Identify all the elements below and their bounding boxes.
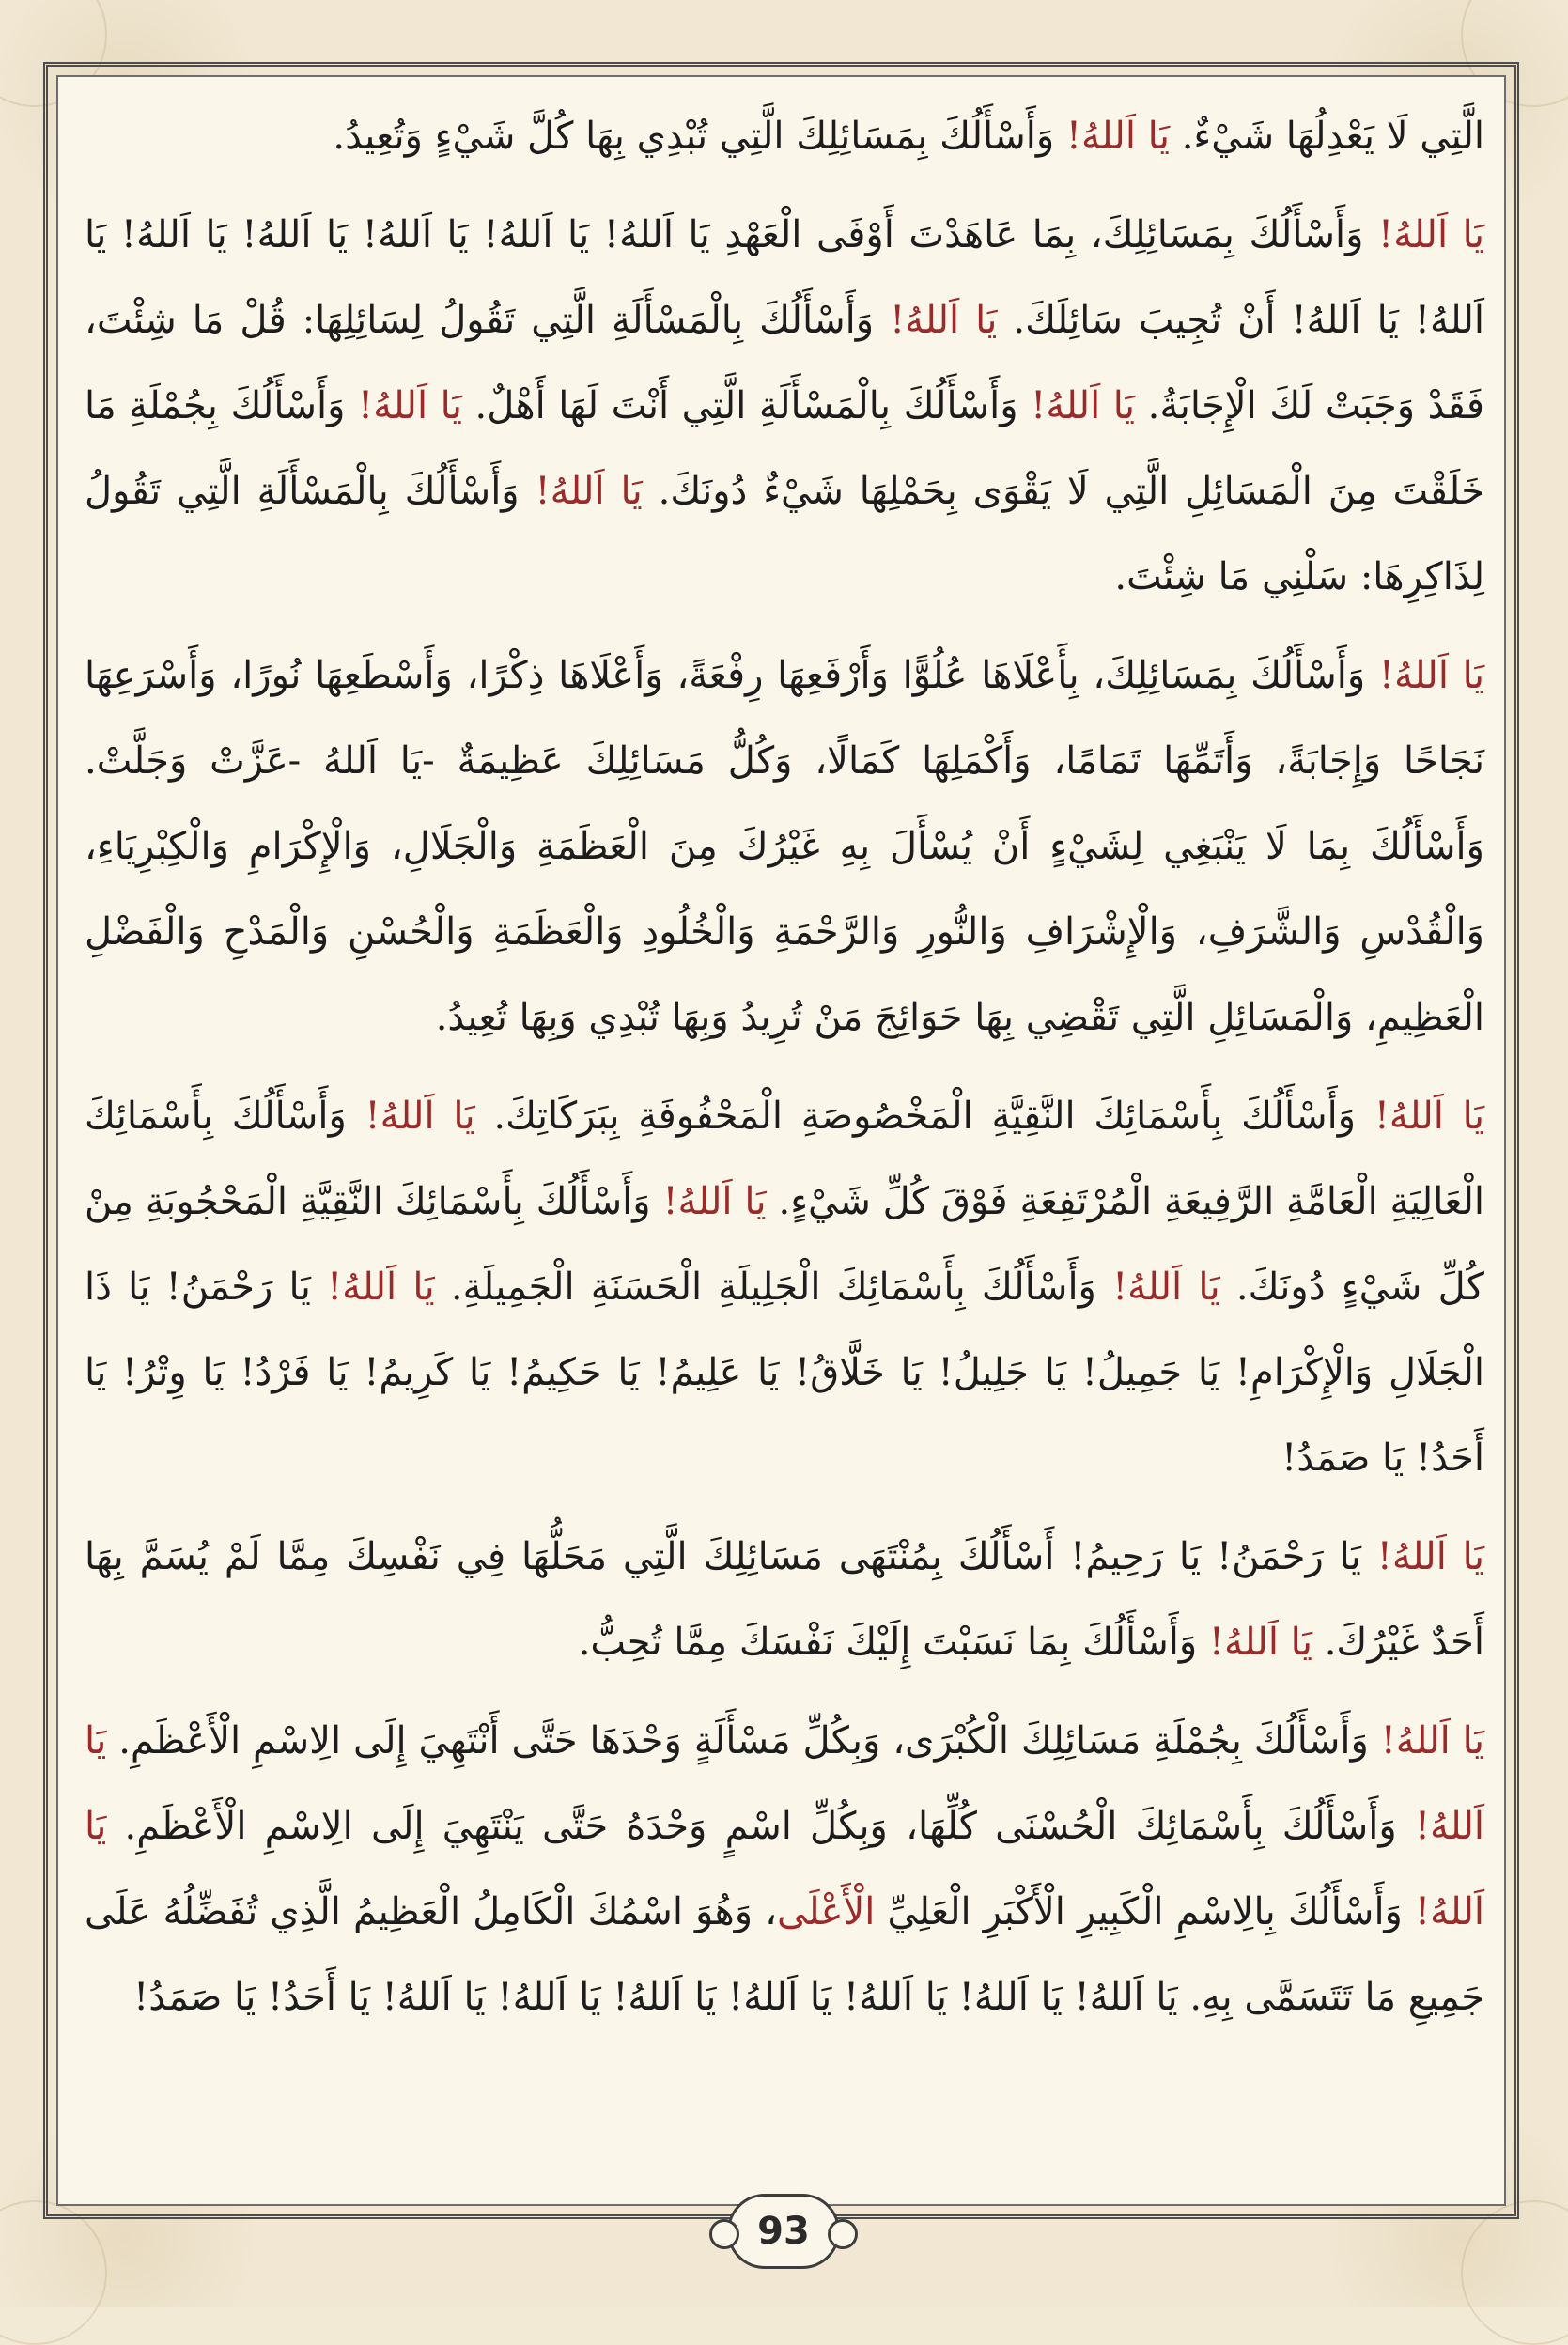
document-body [85,94,1484,2161]
invocation-text: يَا اَللهُ! [1031,384,1136,427]
invocation-text: يَا اَللهُ! [1376,1535,1484,1578]
paragraph [85,1514,1484,1685]
invocation-text: يَا اَللهُ! [662,1180,767,1223]
invocation-text: يَا اَللهُ! [365,1095,475,1138]
invocation-text: يَا اَللهُ! [1374,1095,1484,1138]
body-text: ، وَهُوَ اسْمُكَ الْكَامِلُ الْعَظِيمُ الَّذِي تُفَضِّلُهُ عَلَى جَمِيعِ مَا تَتَسَمَّى بِهِ. يَا اَللهُ! يَا اَللهُ! يَا اَللهُ! يَا اَللهُ! يَا اَللهُ! يَا اَللهُ! يَا اَللهُ! يَا أَحَدُ! يَا صَمَدُ! [85,1890,1484,2019]
body-text: وَأَسْأَلُكَ بِمَسَائِلِكَ، بِأَعْلَاهَا عُلُوًّا وَأَرْفَعِهَا رِفْعَةً، وَأَعْلَاهَا ذِكْرًا، وَأَسْطَعِهَا نُورًا، وَأَسْرَعِهَا نَجَاحًا وَإِجَابَةً، وَأَتَمِّهَا تَمَامًا، وَأَكْمَلِهَا كَمَالًا، وَكُلُّ مَسَائِلِكَ عَظِيمَةٌ -يَا اَللهُ -عَزَّتْ وَجَلَّتْ. وَأَسْأَلُكَ بِمَا لَا يَنْبَغِي لِشَيْءٍ أَنْ يُسْأَلَ بِهِ غَيْرُكَ مِنَ الْعَظَمَةِ وَالْجَلَالِ، وَالْإِكْرَامِ وَالْكِبْرِيَاءِ، وَالْقُدْسِ وَالشَّرَفِ، وَالْإِشْرَافِ وَالنُّورِ وَالرَّحْمَةِ وَالْخُلُودِ وَالْعَظَمَةِ وَالْحُسْنِ وَالْمَدْحِ وَالْفَضْلِ الْعَظِيمِ، وَالْمَسَائِلِ الَّتِي تَقْضِي بِهَا حَوَائِجَ مَنْ تُرِيدُ وَبِهَا تُبْدِي وَبِهَا تُعِيدُ. [85,654,1484,1039]
invocation-text: يَا اَللهُ! [358,384,462,427]
paragraph [85,633,1484,1061]
paragraph [85,94,1484,179]
invocation-text: يَا اَللهُ! [535,470,643,513]
body-text: وَأَسْأَلُكَ بِالْمَسْأَلَةِ الَّتِي تَقُولُ لِسَائِلِهَا: قُلْ مَا شِئْتَ، فَقَدْ وَجَبَتْ لَكَ الْإِجَابَةُ. [85,299,1484,427]
body-text: وَأَسْأَلُكَ بِأَسْمَائِكَ النَّقِيَّةِ الْمَخْصُوصَةِ الْمَحْفُوفَةِ بِبَرَكَاتِكَ. [474,1095,1374,1138]
invocation-text: يَا اَللهُ! [85,1805,1484,1933]
body-text: وَأَسْأَلُكَ بِمَسَائِلِكَ، بِمَا عَاهَدْتَ أَوْفَى الْعَهْدِ يَا اَللهُ! يَا اَللهُ! يَا اَللهُ! يَا اَللهُ! يَا اَللهُ! يَا اَللهُ! يَا اَللهُ! أَنْ تُجِيبَ سَائِلَكَ. [85,213,1484,342]
invocation-text: يَا اَللهُ! [890,299,998,342]
invocation-text: يَا اَللهُ! [1378,654,1484,697]
body-text: الَّتِي لَا يَعْدِلُهَا شَيْءٌ. [1170,115,1484,158]
invocation-text: يَا اَللهُ! [327,1266,435,1309]
body-text: وَأَسْأَلُكَ بِالِاسْمِ الْكَبِيرِ الْأَكْبَرِ الْعَلِيِّ [875,1890,1415,1933]
invocation-text: الْأَعْلَى [777,1890,876,1933]
invocation-text: يَا اَللهُ! [1065,115,1170,158]
invocation-text: يَا اَللهُ! [85,1719,1484,1848]
body-text: وَأَسْأَلُكَ بِمَسَائِلِكَ الَّتِي تُبْدِي بِهَا كُلَّ شَيْءٍ وَتُعِيدُ. [333,115,1066,158]
body-text: وَأَسْأَلُكَ بِجُمْلَةِ مَا خَلَقْتَ مِنَ الْمَسَائِلِ الَّتِي لَا يَقْوَى بِحَمْلِهَا شَيْءٌ دُونَكَ. [85,384,1484,513]
body-text: وَأَسْأَلُكَ بِالْمَسْأَلَةِ الَّتِي أَنْتَ لَهَا أَهْلٌ. [461,384,1032,427]
page-number: 93 [727,2194,840,2269]
body-text: وَأَسْأَلُكَ بِجُمْلَةِ مَسَائِلِكَ الْكُبْرَى، وَبِكُلِّ مَسْأَلَةٍ وَحْدَهَا حَتَّى أَنْتَهِيَ إِلَى الِاسْمِ الْأَعْظَمِ. [106,1719,1381,1763]
invocation-text: يَا اَللهُ! [1378,213,1484,256]
paragraph [85,1699,1484,2041]
body-text: يَا رَحْمَنُ! يَا رَحِيمُ! أَسْأَلُكَ بِمُنْتَهَى مَسَائِلِكَ الَّتِي مَحَلُّهَا فِي نَفْسِكَ مِمَّا لَمْ يُسَمَّ بِهَا أَحَدٌ غَيْرُكَ. [85,1535,1484,1664]
invocation-text: يَا اَللهُ! [1208,1621,1312,1664]
body-text: وَأَسْأَلُكَ بِأَسْمَائِكَ الْحُسْنَى كُلِّهَا، وَبِكُلِّ اسْمٍ وَحْدَهُ حَتَّى يَنْتَهِيَ إِلَى الِاسْمِ الْأَعْظَمِ. [106,1805,1415,1848]
body-text: يَا رَحْمَنُ! يَا ذَا الْجَلَالِ وَالْإِكْرَامِ! يَا جَمِيلُ! يَا جَلِيلُ! يَا خَلَّاقُ! يَا عَلِيمُ! يَا حَكِيمُ! يَا كَرِيمُ! يَا فَرْدُ! يَا وِتْرُ! يَا أَحَدُ! يَا صَمَدُ! [85,1266,1484,1480]
invocation-text: يَا اَللهُ! [1112,1266,1220,1309]
body-text: وَأَسْأَلُكَ بِالْمَسْأَلَةِ الَّتِي تَقُولُ لِذَاكِرِهَا: سَلْنِي مَا شِئْتَ. [85,470,1484,598]
body-text: وَأَسْأَلُكَ بِمَا نَسَبْتَ إِلَيْكَ نَفْسَكَ مِمَّا تُحِبُّ. [578,1621,1209,1664]
body-text: وَأَسْأَلُكَ بِأَسْمَائِكَ الْجَلِيلَةِ الْحَسَنَةِ الْجَمِيلَةِ. [434,1266,1113,1309]
body-text: وَأَسْأَلُكَ بِأَسْمَائِكَ الْعَالِيَةِ الْعَامَّةِ الرَّفِيعَةِ الْمُرْتَفِعَةِ فَوْقَ كُلِّ شَيْءٍ. [85,1095,1484,1223]
paragraph [85,1074,1484,1501]
body-text: وَأَسْأَلُكَ بِأَسْمَائِكَ النَّقِيَّةِ الْمَحْجُوبَةِ مِنْ كُلِّ شَيْءٍ دُونَكَ. [85,1180,1484,1309]
paragraph [85,193,1484,620]
invocation-text: يَا اَللهُ! [1380,1719,1484,1763]
